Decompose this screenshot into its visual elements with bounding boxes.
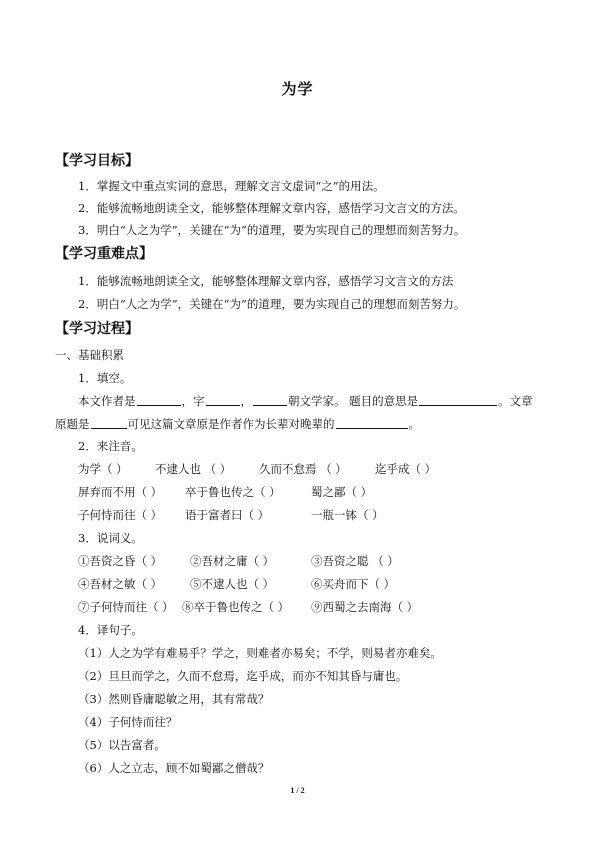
- q3-item: ④吾材之敏（ ）: [78, 577, 163, 591]
- q1-text-a: 本文作者是: [78, 394, 136, 408]
- q3-item: ①吾资之昏（ ）: [78, 554, 163, 568]
- section-heading-key-points: 【学习重难点】: [55, 246, 153, 262]
- original-title-blank[interactable]: [91, 416, 127, 429]
- q4-label: 4．译句子。: [78, 623, 143, 637]
- q4-item-6: （6）人之立志，顾不如蜀鄙之僧哉？: [78, 761, 270, 775]
- key-point-item-2: 2．明白“人之为学”，关键在“为”的道理，要为实现自己的理想而刻苦努力。: [78, 297, 466, 311]
- q3-item: ⑧卒于鲁也传之（ ）: [182, 600, 290, 614]
- q4-item-5: （5）以告富者。: [78, 738, 166, 752]
- basics-heading: 一、基础积累: [55, 348, 124, 362]
- author-blank[interactable]: [137, 393, 181, 406]
- goal-item-2: 2．能够流畅地朗读全文，能够整体理解文章内容，感悟学习文言文的方法。: [78, 201, 465, 215]
- q2-item: 不逮人也 （ ）: [155, 462, 232, 476]
- q1-text-f: 原题是: [55, 417, 90, 431]
- q1-label: 1．填空。: [78, 371, 132, 385]
- q3-item: ⑦子何恃而往（ ）: [78, 600, 174, 614]
- q3-item: ③吾资之聪 （ ）: [311, 554, 399, 568]
- dynasty-blank[interactable]: [253, 393, 287, 406]
- q3-item: ⑨西蜀之去南海（ ）: [311, 600, 419, 614]
- q3-item: ⑤不逮人也（ ）: [190, 577, 275, 591]
- q3-item: ②吾材之庸（ ）: [190, 554, 275, 568]
- q4-item-1: （1）人之为学有难易乎？学之，则难者亦易矣；不学，则易者亦难矣。: [78, 646, 442, 660]
- q2-item: 语于富者曰（ ）: [185, 508, 270, 522]
- page-number: 1 / 2: [290, 786, 305, 795]
- q2-item: 久而不怠焉 （ ）: [259, 462, 347, 476]
- q1-text-b: ，字: [181, 394, 205, 408]
- q2-item: 迄乎成（ ）: [375, 462, 437, 476]
- q1-text-e: 。文章: [498, 394, 533, 408]
- purpose-blank[interactable]: [336, 416, 408, 429]
- q2-label: 2．来注音。: [78, 439, 143, 453]
- q4-item-4: （4）子何恃而往？: [78, 715, 178, 729]
- q2-item: 蜀之鄙（ ）: [311, 485, 373, 499]
- section-heading-process: 【学习过程】: [55, 321, 139, 337]
- title-meaning-blank[interactable]: [419, 393, 497, 406]
- q2-item: 为学（ ）: [78, 462, 128, 476]
- q1-text-d: 朝文学家。 题目的意思是: [288, 394, 419, 408]
- q1-fill-line-2: [55, 416, 420, 432]
- q3-label: 3．说词义。: [78, 531, 143, 545]
- page-title: 为学: [281, 80, 314, 98]
- q2-item: 子何恃而往（ ）: [78, 508, 163, 522]
- q2-item: 卒于鲁也传之（ ）: [185, 485, 281, 499]
- q3-item: ⑥买舟而下（ ）: [311, 577, 396, 591]
- goal-item-3: 3．明白“人之为学”，关键在“为”的道理，要为实现自己的理想而刻苦努力。: [78, 223, 466, 237]
- q2-item: 一瓶一钵（ ）: [311, 508, 384, 522]
- section-heading-goals: 【学习目标】: [55, 153, 139, 169]
- q1-fill-line-1: [78, 393, 533, 409]
- q1-text-g: 可见这篇文章原是作者作为长辈对晚辈的: [127, 417, 335, 431]
- q1-text-h: 。: [408, 417, 420, 431]
- key-point-item-1: 1．能够流畅地朗读全文，能够整体理解文章内容，感悟学习文言文的方法: [78, 274, 454, 288]
- courtesy-name-blank[interactable]: [206, 393, 240, 406]
- q2-item: 屏弃而不用（ ）: [78, 485, 163, 499]
- goal-item-1: 1．掌握文中重点实词的意思，理解文言文虚词“之”的用法。: [78, 179, 385, 193]
- q4-item-3: （3）然则昏庸聪敏之用，其有常哉？: [78, 692, 270, 706]
- q1-text-c: ，: [240, 394, 252, 408]
- q4-item-2: （2）旦旦而学之，久而不怠焉，迄乎成，而亦不知其昏与庸也。: [78, 669, 408, 683]
